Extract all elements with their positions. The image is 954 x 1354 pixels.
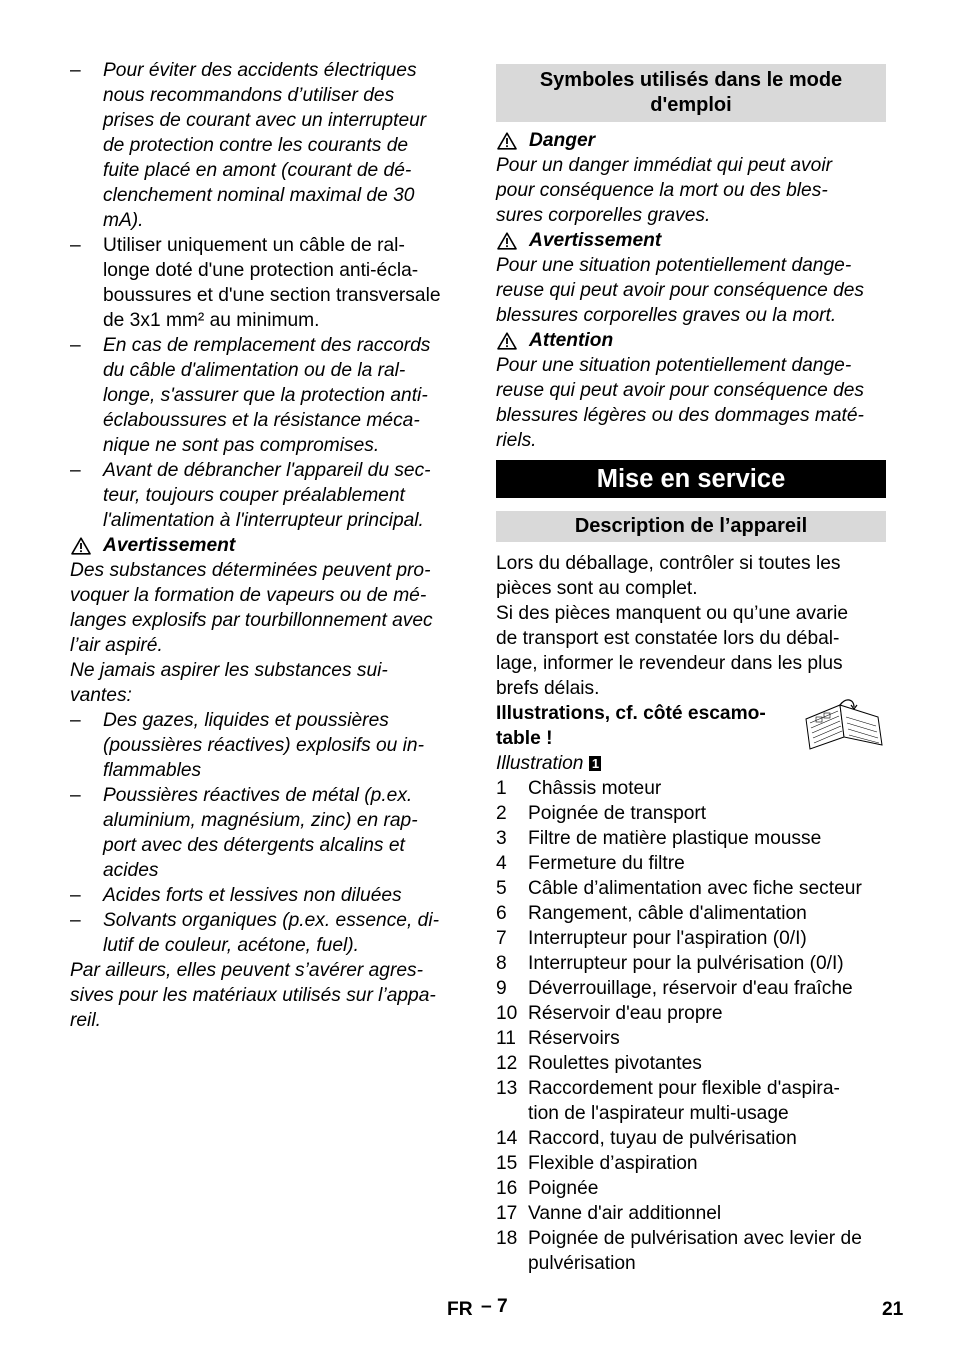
symbol-description xyxy=(496,253,886,328)
parts-list-item xyxy=(496,1176,886,1201)
dash-marker: – xyxy=(70,910,81,931)
part-label-line: Déverrouillage, réservoir d'eau fraîche xyxy=(528,978,853,999)
text-line: Lors du déballage, contrôler si toutes les xyxy=(496,553,841,574)
closing-text xyxy=(70,958,462,1033)
dash-list-item xyxy=(70,908,462,958)
part-label-line: Poignée de pulvérisation avec levier de xyxy=(528,1228,862,1249)
text-line: longe doté d'une protection anti-écla- xyxy=(103,260,419,281)
parts-list-item xyxy=(496,776,886,801)
part-label-line: Rangement, câble d'alimentation xyxy=(528,903,807,924)
part-number: 10 xyxy=(496,1003,518,1024)
text-line: éclaboussures et la résistance méca- xyxy=(103,410,420,431)
text-line: de protection contre les courants de xyxy=(103,135,409,156)
dash-list-item xyxy=(70,333,462,458)
part-number: 9 xyxy=(496,978,507,999)
part-number: 12 xyxy=(496,1053,518,1074)
part-label-line: Vanne d'air additionnel xyxy=(528,1203,722,1224)
safety-bullet-list xyxy=(70,58,462,533)
part-number: 7 xyxy=(496,928,507,949)
text-line: Pour un danger immédiat qui peut avoir xyxy=(496,155,832,176)
part-label-line: Poignée de transport xyxy=(528,803,707,824)
symbols-section-header: Symboles utilisés dans le mode d'emploi xyxy=(496,64,886,122)
text-line: reuse qui peut avoir pour conséquence des xyxy=(496,280,865,301)
text-line: clenchement nominal maximal de 30 xyxy=(103,185,415,206)
symbol-title: Attention xyxy=(529,330,614,351)
text-line: nique ne sont pas compromises. xyxy=(103,435,380,456)
part-number: 16 xyxy=(496,1178,518,1199)
dash-list-item xyxy=(70,458,462,533)
parts-list-item xyxy=(496,1051,886,1076)
part-label-line: Interrupteur pour l'aspiration (0/I) xyxy=(528,928,807,949)
text-line: l’air aspiré. xyxy=(70,635,163,656)
right-column xyxy=(496,58,886,1276)
part-label-line: Câble d’alimentation avec fiche secteur xyxy=(528,878,862,899)
dash-marker: – xyxy=(70,235,81,256)
part-number: 1 xyxy=(496,778,507,799)
part-label-line: Interrupteur pour la pulvérisation (0/I) xyxy=(528,953,844,974)
text-line: nous recommandons d’utiliser des xyxy=(103,85,395,106)
dash-marker: – xyxy=(70,885,81,906)
parts-list-item xyxy=(496,826,886,851)
text-line: Utiliser uniquement un câble de ral- xyxy=(103,235,405,256)
text-line: riels. xyxy=(496,430,537,451)
section-title-mise-en-service: Mise en service xyxy=(496,460,886,498)
warning-heading xyxy=(70,533,462,558)
text-line: reil. xyxy=(70,1010,101,1031)
part-label-line: Châssis moteur xyxy=(528,778,662,799)
parts-list-item xyxy=(496,851,886,876)
subsection-header-description: Description de l’appareil xyxy=(496,511,886,542)
text-line: de 3x1 mm² au minimum. xyxy=(103,310,320,331)
symbol-heading xyxy=(496,128,886,153)
parts-list-item xyxy=(496,1226,886,1276)
part-label-line: pulvérisation xyxy=(528,1253,636,1274)
part-number: 13 xyxy=(496,1078,518,1099)
text-line: du câble d'alimentation ou de la ral- xyxy=(103,360,406,381)
part-label-line: Raccordement pour flexible d'aspira- xyxy=(528,1078,840,1099)
symbol-title: Danger xyxy=(529,130,596,151)
parts-list-item xyxy=(496,1201,886,1226)
part-number: 18 xyxy=(496,1228,518,1249)
text-line: flammables xyxy=(103,760,202,781)
unpacking-intro-text xyxy=(496,551,886,701)
text-line: de transport est constatée lors du débal- xyxy=(496,628,840,649)
dash-marker: – xyxy=(70,335,81,356)
symbol-heading xyxy=(496,228,886,253)
part-label-line: Filtre de matière plastique mousse xyxy=(528,828,822,849)
illustration-label: Illustration xyxy=(496,753,584,774)
symbol-title: Avertissement xyxy=(529,230,662,251)
parts-list-item xyxy=(496,876,886,901)
part-label-line: Réservoir d'eau propre xyxy=(528,1003,723,1024)
text-line: Par ailleurs, elles peuvent s’avérer agres- xyxy=(70,960,424,981)
footer-language xyxy=(447,1297,473,1322)
text-line: port avec des détergents alcalins et xyxy=(103,835,405,856)
text-line: En cas de remplacement des raccords xyxy=(103,335,431,356)
text-line: blessures corporelles graves ou la mort. xyxy=(496,305,837,326)
dash-list-item xyxy=(70,58,462,233)
dash-marker: – xyxy=(70,460,81,481)
part-label-line: Flexible d’aspiration xyxy=(528,1153,698,1174)
parts-list-item xyxy=(496,926,886,951)
text-line: Pour éviter des accidents électriques xyxy=(103,60,417,81)
warning-text xyxy=(70,558,462,658)
parts-list-item xyxy=(496,1026,886,1051)
symbol-description xyxy=(496,153,886,228)
part-label-line: tion de l'aspirateur multi-usage xyxy=(528,1103,789,1124)
text-line: Si des pièces manquent ou qu’une avarie xyxy=(496,603,849,624)
parts-list-item xyxy=(496,801,886,826)
text-line: Illustrations, cf. côté escamo- xyxy=(496,703,766,724)
part-number: 17 xyxy=(496,1203,518,1224)
text-line: Poussières réactives de métal (p.ex. xyxy=(103,785,413,806)
illustration-number-badge: 1 xyxy=(589,756,601,771)
part-label-line: Roulettes pivotantes xyxy=(528,1053,702,1074)
dash-list-item xyxy=(70,883,462,908)
text-line: brefs délais. xyxy=(496,678,600,699)
part-number: 2 xyxy=(496,803,507,824)
part-number: 4 xyxy=(496,853,507,874)
part-label-line: Poignée xyxy=(528,1178,599,1199)
illustration-reference xyxy=(496,751,886,776)
part-number: 5 xyxy=(496,878,507,899)
parts-list-item xyxy=(496,1151,886,1176)
footer-page-number: 21 xyxy=(882,1299,904,1320)
parts-list-item xyxy=(496,1001,886,1026)
warning-triangle-icon xyxy=(497,232,517,250)
footer-section-page: – 7 xyxy=(481,1296,508,1317)
part-number: 8 xyxy=(496,953,507,974)
text-line: acides xyxy=(103,860,159,881)
text-line: fuite placé en amont (courant de dé- xyxy=(103,160,412,181)
parts-list xyxy=(496,776,886,1276)
parts-list-item xyxy=(496,1076,886,1126)
text-line: Ne jamais aspirer les substances sui- xyxy=(70,660,388,681)
symbols-list xyxy=(496,128,886,453)
illustrations-note xyxy=(496,701,886,751)
text-line: Solvants organiques (p.ex. essence, di- xyxy=(103,910,439,931)
part-number: 15 xyxy=(496,1153,518,1174)
dash-list-item xyxy=(70,233,462,333)
part-label-line: Réservoirs xyxy=(528,1028,620,1049)
text-line: vantes: xyxy=(70,685,132,706)
dash-marker: – xyxy=(70,710,81,731)
symbol-heading xyxy=(496,328,886,353)
text-line: Acides forts et lessives non diluées xyxy=(103,885,402,906)
text-line: mA). xyxy=(103,210,144,231)
text-line: reuse qui peut avoir pour conséquence des xyxy=(496,380,865,401)
substances-list xyxy=(70,708,462,958)
text-line: longe, s'assurer que la protection anti- xyxy=(103,385,428,406)
part-number: 11 xyxy=(496,1028,516,1049)
parts-list-item xyxy=(496,901,886,926)
text-line: table ! xyxy=(496,728,553,749)
dash-marker: – xyxy=(70,785,81,806)
text-line: langes explosifs par tourbillonnement avec xyxy=(70,610,433,631)
text-line: aluminium, magnésium, zinc) en rap- xyxy=(103,810,418,831)
text-line: lage, informer le revendeur dans les plus xyxy=(496,653,843,674)
dash-list-item xyxy=(70,708,462,783)
left-column xyxy=(70,58,462,1033)
parts-list-item xyxy=(496,951,886,976)
part-number: 14 xyxy=(496,1128,518,1149)
text-line: Avant de débrancher l'appareil du sec- xyxy=(103,460,431,481)
symbol-description xyxy=(496,353,886,453)
parts-list-item xyxy=(496,976,886,1001)
text-line: sures corporelles graves. xyxy=(496,205,711,226)
dash-list-item xyxy=(70,783,462,883)
text-line: prises de courant avec un interrupteur xyxy=(103,110,427,131)
footer-lang: FR xyxy=(447,1299,473,1320)
text-line: l'alimentation à l'interrupteur principal. xyxy=(103,510,424,531)
part-label-line: Raccord, tuyau de pulvérisation xyxy=(528,1128,797,1149)
parts-list-item xyxy=(496,1126,886,1151)
text-line: pièces sont au complet. xyxy=(496,578,698,599)
text-line: sives pour les matériaux utilisés sur l’appa- xyxy=(70,985,436,1006)
text-line: Des substances déterminées peuvent pro- xyxy=(70,560,431,581)
part-label-line: Fermeture du filtre xyxy=(528,853,685,874)
text-line: Pour une situation potentiellement dange- xyxy=(496,355,852,376)
open-manual-book-icon xyxy=(802,697,886,751)
text-line: voquer la formation de vapeurs ou de mé- xyxy=(70,585,427,606)
part-number: 3 xyxy=(496,828,507,849)
never-aspirate-text xyxy=(70,658,462,708)
text-line: teur, toujours couper préalablement xyxy=(103,485,405,506)
text-line: lutif de couleur, acétone, fuel). xyxy=(103,935,359,956)
text-line: pour conséquence la mort ou des bles- xyxy=(496,180,828,201)
text-line: boussures et d'une section transversale xyxy=(103,285,441,306)
text-line: Pour une situation potentiellement dange- xyxy=(496,255,852,276)
warning-triangle-icon xyxy=(71,537,91,555)
part-number: 6 xyxy=(496,903,507,924)
text-line: Des gazes, liquides et poussières xyxy=(103,710,389,731)
warning-title: Avertissement xyxy=(103,535,236,556)
dash-marker: – xyxy=(70,60,81,81)
text-line: blessures légères ou des dommages maté- xyxy=(496,405,864,426)
text-line: (poussières réactives) explosifs ou in- xyxy=(103,735,424,756)
warning-triangle-icon xyxy=(497,132,517,150)
warning-triangle-icon xyxy=(497,332,517,350)
